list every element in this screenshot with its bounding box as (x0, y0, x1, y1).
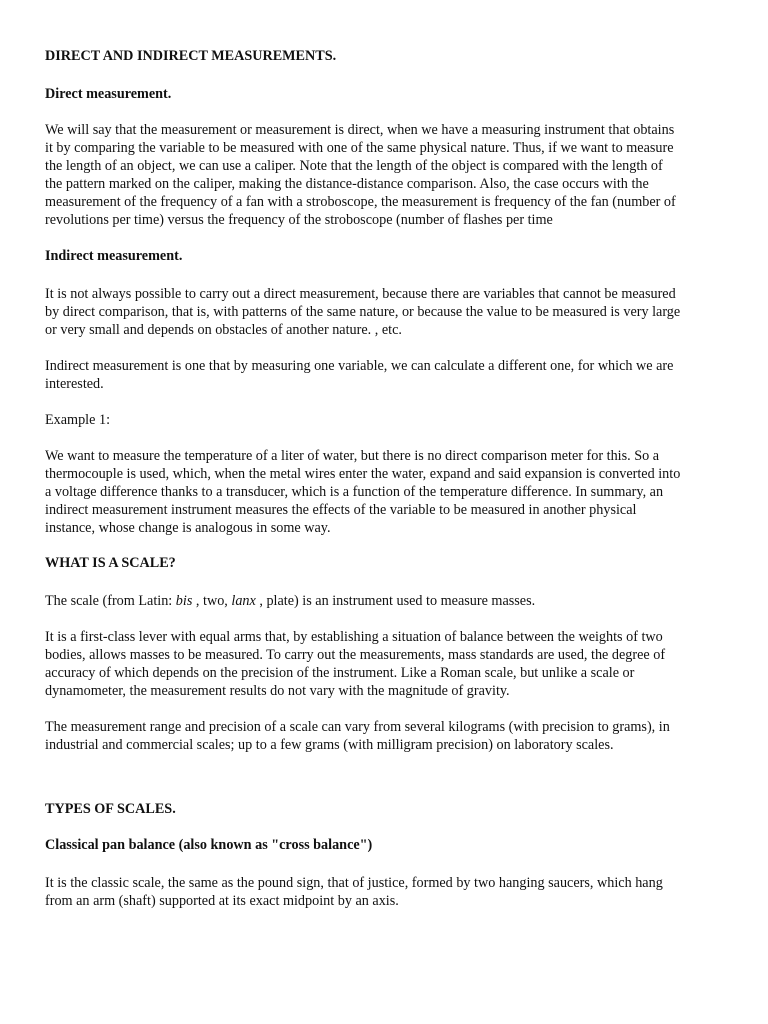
text-line: measurement of the frequency of a fan with a stroboscope, the measurement is frequency of the fan (number of (45, 194, 676, 210)
paragraph-example (45, 447, 725, 537)
text-line: the pattern marked on the caliper, making the distance-distance comparison. Also, the case occurs with the (45, 176, 649, 192)
heading-indirect-measurement: Indirect measurement. (45, 248, 183, 264)
paragraph-direct-measurement (45, 121, 725, 229)
text-line: bodies, allows masses to be measured. To carry out the measurements, mass standards are used, the degree of (45, 647, 666, 663)
text-run: , two, (192, 593, 232, 609)
paragraph-scale-definition (45, 592, 725, 610)
text-run: , plate) is an instrument used to measure masses. (255, 593, 536, 609)
heading-what-is-a-scale: WHAT IS A SCALE? (45, 555, 176, 571)
text-line: revolutions per time) versus the frequency of the stroboscope (number of flashes per time (45, 212, 553, 228)
heading-types-of-scales: TYPES OF SCALES. (45, 801, 176, 817)
text-line: interested. (45, 376, 104, 392)
text-line: We want to measure the temperature of a liter of water, but there is no direct comparison meter for this. So a (45, 448, 660, 464)
heading-classical-pan-balance: Classical pan balance (also known as "cross balance") (45, 837, 373, 853)
text-line: from an arm (shaft) supported at its exact midpoint by an axis. (45, 893, 399, 909)
paragraph-scale-range (45, 718, 725, 754)
text-line: it by comparing the variable to be measured with one of the same physical nature. Thus, if we want to measure (45, 140, 674, 156)
paragraph-indirect-1 (45, 285, 725, 339)
text-line: Indirect measurement is one that by measuring one variable, we can calculate a different one, for which we are (45, 358, 674, 374)
latin-word-lanx: lanx (231, 593, 256, 609)
latin-word-bis: bis (175, 593, 193, 609)
document-title: DIRECT AND INDIRECT MEASUREMENTS. (45, 48, 337, 64)
text-line: by direct comparison, that is, with patterns of the same nature, or because the value to be measured is very large (45, 304, 681, 320)
text-line: The measurement range and precision of a scale can vary from several kilograms (with precision to grams), in (45, 719, 670, 735)
text-line: accuracy of which depends on the precision of the instrument. Like a Roman scale, but unlike a scale or (45, 665, 635, 681)
paragraph-scale-lever (45, 628, 725, 700)
text-line: dynamometer, the measurement results do not vary with the magnitude of gravity. (45, 683, 510, 699)
text-line: or very small and depends on obstacles of another nature. , etc. (45, 322, 402, 338)
paragraph-indirect-2 (45, 357, 725, 393)
text-line: thermocouple is used, which, when the metal wires enter the water, expand and said expansion is converted into (45, 466, 681, 482)
paragraph-classical-balance (45, 874, 725, 910)
text-line: We will say that the measurement or measurement is direct, when we have a measuring instrument that obtains (45, 122, 675, 138)
text-line: the length of an object, we can use a caliper. Note that the length of the object is compared with the length of (45, 158, 663, 174)
text-line: industrial and commercial scales; up to a few grams (with milligram precision) on laboratory scales. (45, 737, 614, 753)
document-page (45, 47, 725, 910)
text-line: indirect measurement instrument measures the effects of the variable to be measured in another physical (45, 502, 637, 518)
text-line: instance, whose change is analogous in some way. (45, 520, 331, 536)
text-line (45, 592, 725, 610)
text-run: The scale (from Latin: (45, 593, 176, 609)
example-label: Example 1: (45, 412, 111, 428)
heading-direct-measurement: Direct measurement. (45, 86, 172, 102)
text-line: It is the classic scale, the same as the pound sign, that of justice, formed by two hanging saucers, which hang (45, 875, 663, 891)
text-line: a voltage difference thanks to a transducer, which is a function of the temperature difference. In summary, an (45, 484, 664, 500)
text-line: It is a first-class lever with equal arms that, by establishing a situation of balance between the weights of two (45, 629, 663, 645)
text-line: It is not always possible to carry out a direct measurement, because there are variables that cannot be measured (45, 286, 676, 302)
